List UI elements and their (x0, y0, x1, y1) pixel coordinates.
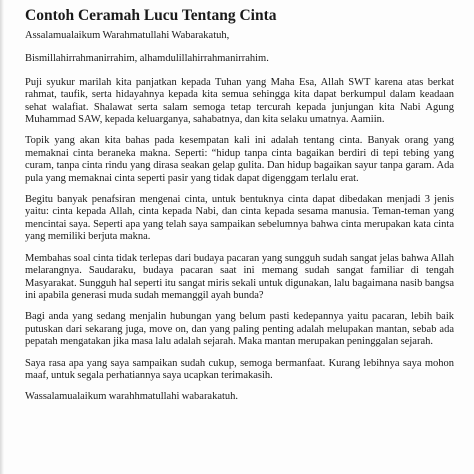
paragraph-dating-culture: Membahas soal cinta tidak terlepas dari budaya pacaran yang sungguh sudah sangat jelas bahwa Allah melarangnya. Saudaraku, budaya pacaran saat ini memang sudah sangat familiar di tengah Masyarakat. Sungguh hal seperti itu sangat miris sekali untuk digunakan, lalu bagaimana nasib bangsa ini apabila generasi muda sudah memanggil ayah bunda? (25, 252, 454, 301)
paragraph-topic: Topik yang akan kita bahas pada kesempatan kali ini adalah tentang cinta. Banyak orang yang memaknai cinta beraneka makna. Seperti: “hidup tanpa cinta bagaikan berdiri di tepi tebing yang curam, tanpa cinta rindu yang dirasa seakan gelap gulita. Dan hidup bagaikan sayur tanpa garam. Ada pula yang memaknai cinta seperti pasir yang tidak dapat digenggam terlalu erat. (25, 135, 454, 184)
paragraph-conclusion: Saya rasa apa yang saya sampaikan sudah cukup, semoga bermanfaat. Kurang lebihnya saya mohon maaf, untuk segala perhatiannya saya ucapkan terimakasih. (25, 357, 454, 381)
closing-line: Wassalamualaikum warahhmatullahi wabarakatuh. (25, 391, 239, 403)
paragraph-opening: Puji syukur marilah kita panjatkan kepada Tuhan yang Maha Esa, Allah SWT karena atas berkat rahmat, taufik, serta hidayahnya kepada kita semua sehingga kita dapat berkumpul dalam keadaan sehat walafiat. Shalawat serta salam semoga tetap tercurah kepada junjungan kita Nabi Agung Muhammad SAW, kepada keluarganya, sahabatnya, dan kita selaku umatnya. Aamiin. (25, 76, 454, 126)
page-edge-shadow (0, 0, 4, 474)
paragraph-interpretations: Begitu banyak penafsiran mengenai cinta, untuk bentuknya cinta dapat dibedakan menjadi 3 jenis yaitu: cinta kepada Allah, cinta kepada Nabi, dan cinta kepada sesama manusia. Teman-teman yang mencintai saya. Seperti apa yang telah saya sampaikan sebelumnya bahwa cinta merupakan kata cinta yang memiliki berjuta makna. (25, 194, 454, 243)
paragraph-advice: Bagi anda yang sedang menjalin hubungan yang belum pasti kedepannya yaitu pacaran, lebih baik putuskan dari sekarang juga, move on, dan yang paling penting adalah melupakan mantan, sebab ada pepatah mengatakan jika masa lalu adalah sejarah. Maka mantan merupakan peninggalan sejarah. (25, 311, 454, 348)
greeting-line: Assalamualaikum Warahmatullahi Wabarakatuh, (25, 30, 230, 41)
basmalah-line: Bismillahirrahmanirrahim, alhamdulillahirrahmanirrahim. (25, 53, 269, 65)
document-title: Contoh Ceramah Lucu Tentang Cinta (25, 7, 277, 24)
